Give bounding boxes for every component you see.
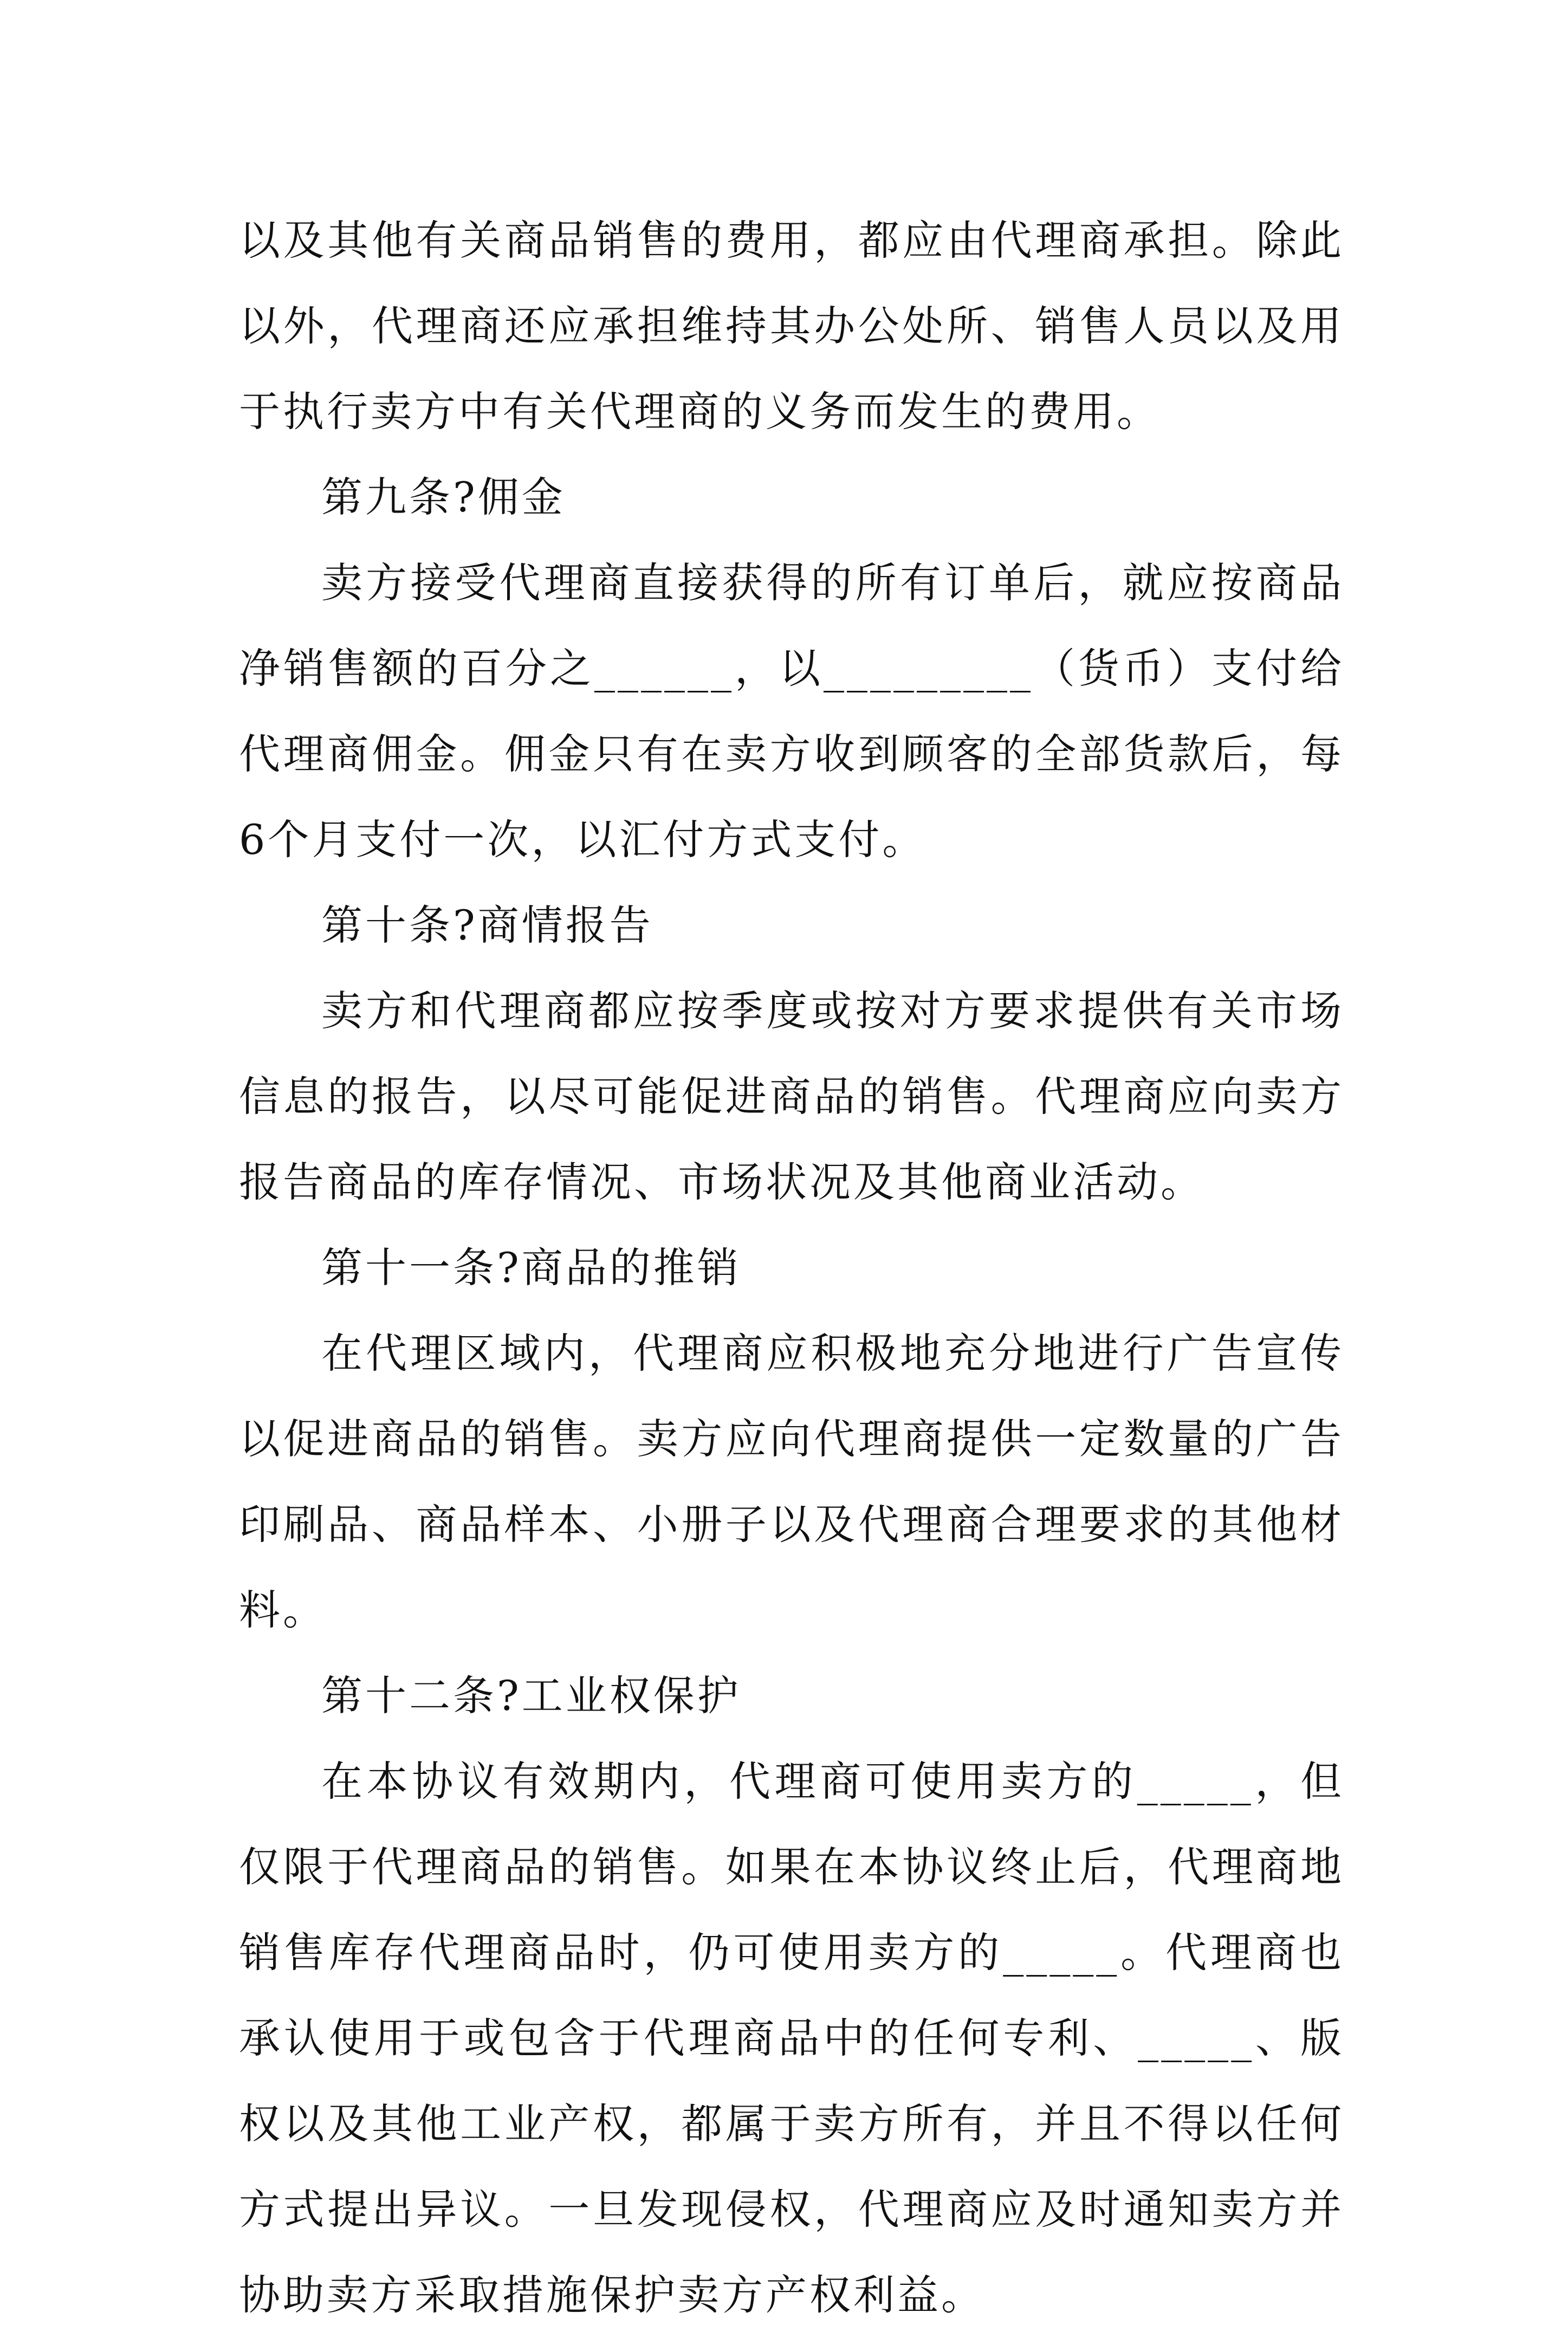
paragraph-industrial-rights: 在本协议有效期内，代理商可使用卖方的_____，但仅限于代理商品的销售。如果在本协议终止后，代理商地销售库存代理商品时，仍可使用卖方的_____。代理商也承认使用于或包含于代理商品中的任何专利、_____、版权以及其他工业产权，都属于卖方所有，并且不得以任何方式提出异议。一旦发现侵权，代理商应及时通知卖方并协助卖方采取措施保护卖方产权利益。 bbox=[239, 1757, 1344, 2319]
heading-article-9: 第九条?佣金 bbox=[321, 473, 566, 521]
paragraph-commission: 卖方接受代理商直接获得的所有订单后，就应按商品净销售额的百分之______，以_________（货币）支付给代理商佣金。佣金只有在卖方收到顾客的全部货款后，每6个月支付一次，以汇付方式支付。 bbox=[239, 559, 1344, 864]
heading-article-11: 第十一条?商品的推销 bbox=[321, 1244, 741, 1292]
paragraph-market-report: 卖方和代理商都应按季度或按对方要求提供有关市场信息的报告，以尽可能促进商品的销售。代理商应向卖方报告商品的库存情况、市场状况及其他商业活动。 bbox=[239, 987, 1344, 1206]
paragraph-expenses: 以及其他有关商品销售的费用，都应由代理商承担。除此以外，代理商还应承担维持其办公处所、销售人员以及用于执行卖方中有关代理商的义务而发生的费用。 bbox=[239, 216, 1344, 436]
heading-article-10: 第十条?商情报告 bbox=[321, 901, 653, 949]
heading-article-12: 第十二条?工业权保护 bbox=[321, 1672, 741, 1720]
paragraph-promotion: 在代理区域内，代理商应积极地充分地进行广告宣传以促进商品的销售。卖方应向代理商提供一定数量的广告印刷品、商品样本、小册子以及代理商合理要求的其他材料。 bbox=[239, 1329, 1344, 1634]
document-body bbox=[239, 198, 1344, 2338]
